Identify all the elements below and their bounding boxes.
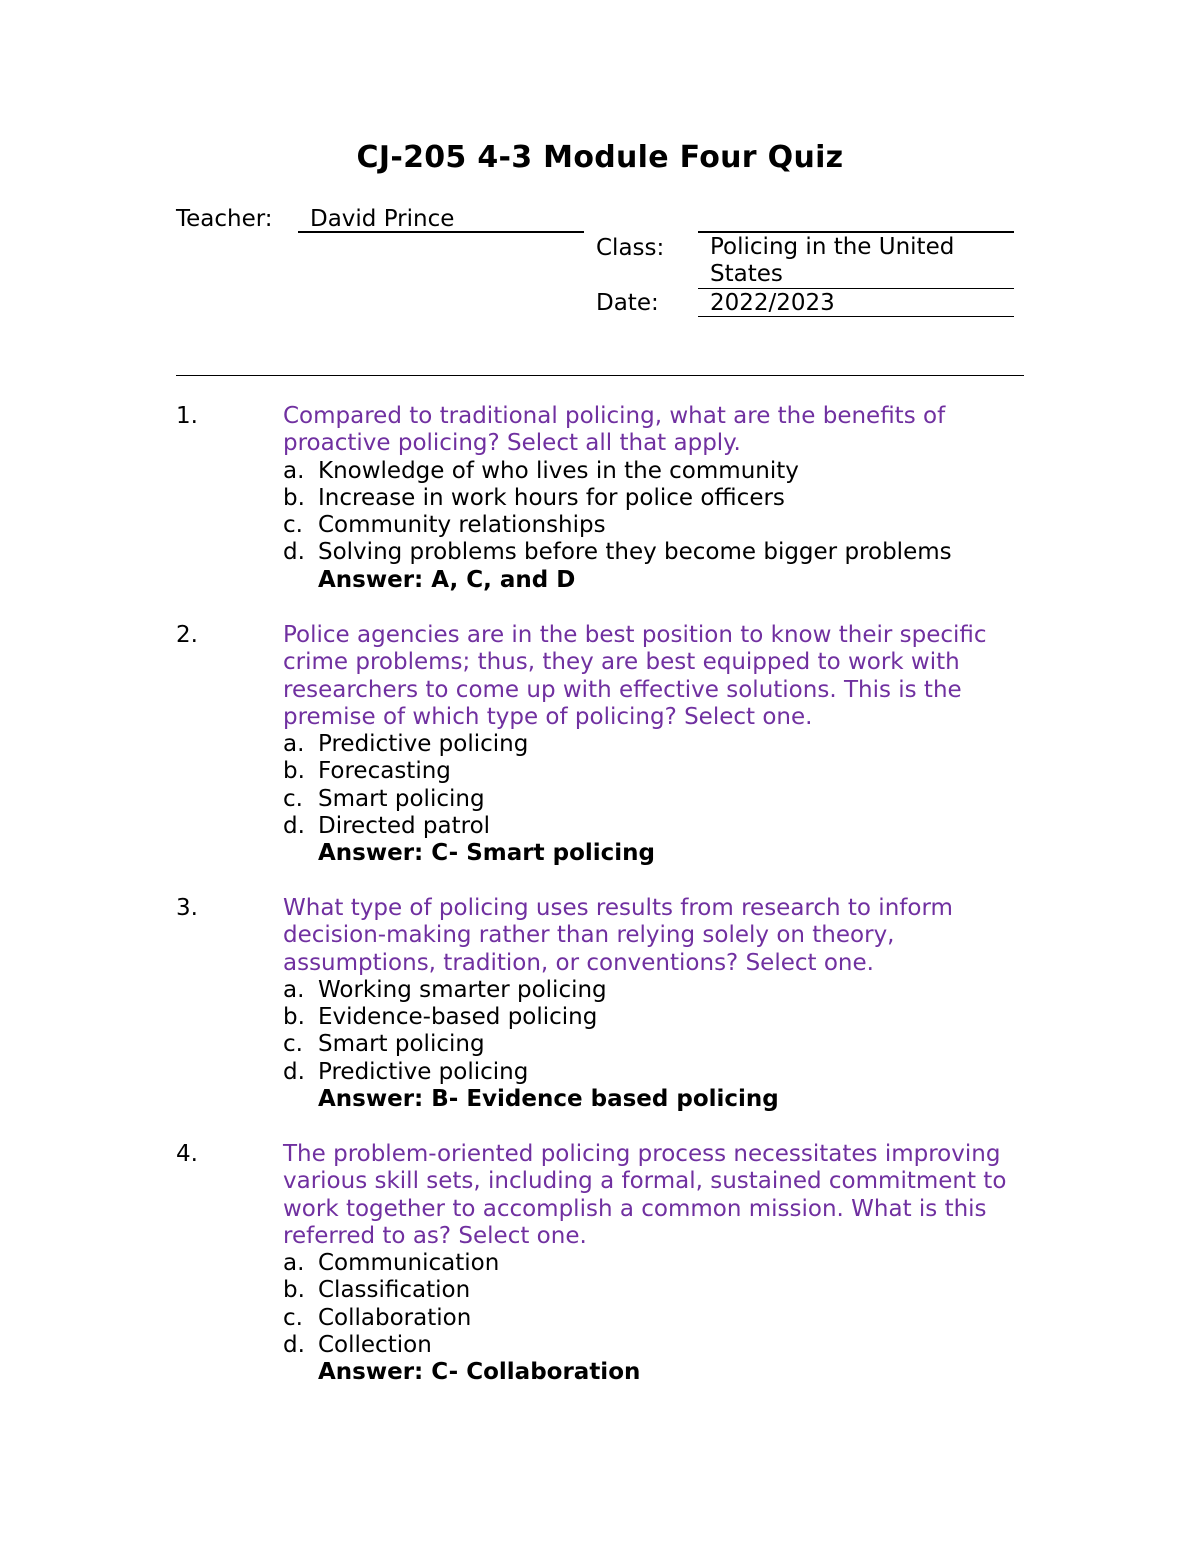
- option-d: d. Predictive policing: [283, 1058, 529, 1085]
- question-text-block: [283, 403, 1031, 594]
- option-b: b. Classification: [283, 1277, 471, 1304]
- option-c: c. Smart policing: [283, 785, 485, 812]
- class-value: Policing in the United States: [710, 234, 955, 287]
- option-list: [283, 458, 1031, 567]
- answer-text: Answer: B- Evidence based policing: [318, 1086, 779, 1113]
- question-text: Police agencies are in the best position to know their specific crime problems; thus, they are best equipped to work with researchers to come up with effective solutions. This is the premise of which type of policing? Select one.: [283, 622, 987, 730]
- date-value: 2022/2023: [710, 290, 835, 316]
- question-number: 4.: [176, 1141, 198, 1167]
- question-text: What type of policing uses results from research to inform decision-making rather than relying solely on theory, assumptions, tradition, or conventions? Select one.: [283, 895, 953, 976]
- option-c: c. Community relationships: [283, 512, 606, 539]
- question-text: Compared to traditional policing, what are the benefits of proactive policing? Select all that apply.: [283, 403, 946, 457]
- option-c: c. Smart policing: [283, 1031, 485, 1058]
- answer-text: Answer: A, C, and D: [318, 566, 576, 593]
- option-a: a. Communication: [283, 1250, 500, 1277]
- option-b: b. Forecasting: [283, 758, 451, 785]
- question-text-block: [283, 1141, 1031, 1387]
- date-underline: [698, 316, 1014, 317]
- option-a: a. Working smarter policing: [283, 976, 607, 1003]
- question-text-block: [283, 895, 1031, 1113]
- class-underline: [698, 288, 1014, 289]
- answer-text: Answer: C- Collaboration: [318, 1359, 641, 1386]
- question-number: 1.: [176, 403, 198, 429]
- teacher-underline: [298, 231, 584, 233]
- option-list: [283, 731, 1031, 840]
- class-label: Class:: [596, 235, 665, 261]
- question-text: The problem-oriented policing process necessitates improving various skill sets, including a formal, sustained commitment to work together to accomplish a common mission. What is this referred to as? Select one.: [283, 1141, 1007, 1249]
- option-list: [283, 1250, 1031, 1359]
- option-d: d. Directed patrol: [283, 813, 491, 840]
- date-label: Date:: [596, 290, 659, 316]
- question-text-block: [283, 622, 1031, 868]
- class-top-rule: [698, 231, 1014, 233]
- teacher-value: David Prince: [310, 206, 455, 232]
- header-divider: [176, 375, 1024, 376]
- page-title: CJ-205 4-3 Module Four Quiz: [356, 140, 844, 175]
- option-a: a. Knowledge of who lives in the community: [283, 457, 799, 484]
- question-number: 3.: [176, 895, 198, 921]
- option-list: [283, 977, 1031, 1086]
- answer-text: Answer: C- Smart policing: [318, 840, 656, 867]
- option-c: c. Collaboration: [283, 1304, 472, 1331]
- question-number: 2.: [176, 622, 198, 648]
- option-b: b. Increase in work hours for police officers: [283, 484, 785, 511]
- option-a: a. Predictive policing: [283, 731, 529, 758]
- option-b: b. Evidence-based policing: [283, 1004, 598, 1031]
- teacher-label: Teacher:: [176, 206, 273, 232]
- option-d: d. Solving problems before they become bigger problems: [283, 539, 952, 566]
- option-d: d. Collection: [283, 1332, 432, 1359]
